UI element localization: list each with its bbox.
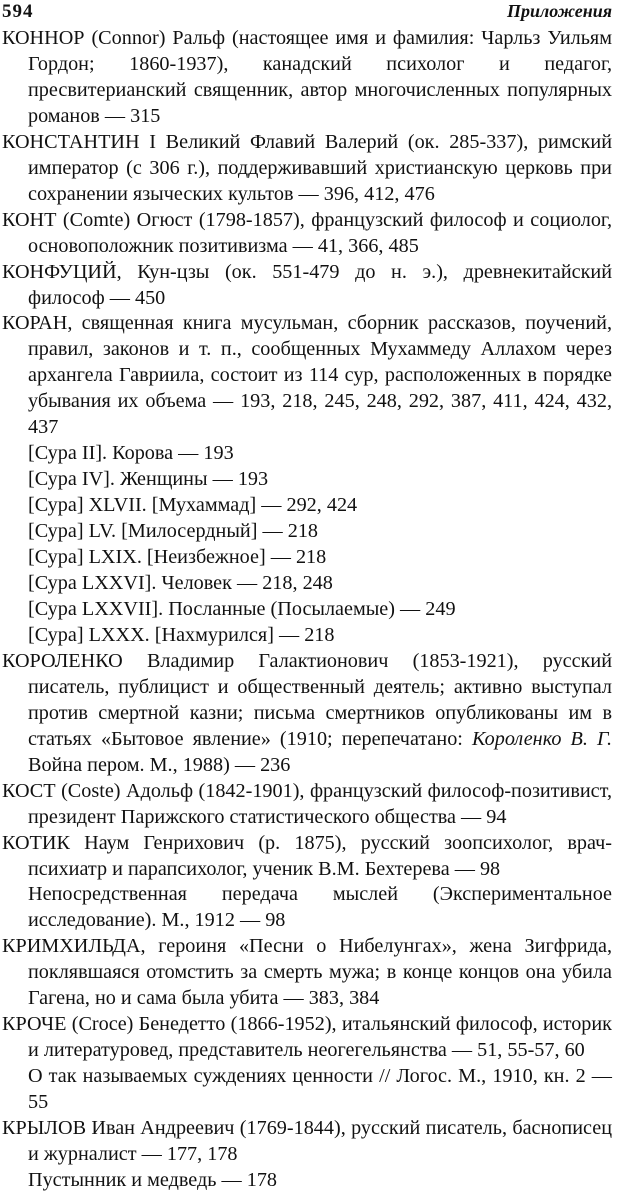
index-entry-koran <box>2 311 612 441</box>
index-entry-kost <box>2 779 612 831</box>
entry-text-end: Война пером. М., 1988) — 236 <box>28 753 291 776</box>
index-entry-kont <box>2 208 612 260</box>
index-entry-konnor <box>2 26 612 130</box>
work-item: Пустынник и медведь — 178 <box>28 1168 278 1191</box>
entry-head: КОСТ <box>2 779 56 802</box>
index-entry-konstantin <box>2 130 612 208</box>
sura-item: [Сура] XLVII. [Мухаммад] — 292, 424 <box>28 494 358 517</box>
sura-item: [Сура] LXIX. [Неизбежное] — 218 <box>28 546 327 569</box>
entry-head: КРИМХИЛЬДА <box>2 935 141 958</box>
page-header <box>2 0 612 24</box>
index-entry-kroche <box>2 1012 612 1064</box>
entry-text: (Croce) Бенедетто (1866-1952), итальянский философ, историк и литературовед, представитель неогегельянства — 51, 55-57, 60 <box>28 1013 612 1062</box>
index-entry-konfutsiy <box>2 260 612 312</box>
sura-item: [Сура] LV. [Милосердный] — 218 <box>28 520 319 543</box>
entry-text: , Кун-цзы (ок. 551-479 до н. э.), древнекитайский философ — 450 <box>28 260 612 309</box>
index-entry-kotik <box>2 831 612 883</box>
entry-head: КОТИК <box>2 831 70 854</box>
sura-item: [Сура LXXVII]. Посланные (Посылаемые) — 249 <box>28 597 456 620</box>
work-item: Непосредственная передача мыслей (Экспериментальное исследование). М., 1912 — 98 <box>28 883 612 932</box>
work-item: О так называемых суждениях ценности // Логос. М., 1910, кн. 2 — 55 <box>28 1065 612 1114</box>
sura-item: [Сура IV]. Женщины — 193 <box>28 468 269 491</box>
entry-text: I Великий Флавий Валерий (ок. 285-337), римский император (с 306 г.), поддерживавший христианскую церковь при сохранении языческих культов — 396, 412, 476 <box>28 130 612 205</box>
entry-head: КОНТ <box>2 208 57 231</box>
entry-head: КРОЧЕ <box>2 1013 67 1036</box>
page-number: 594 <box>2 1 34 22</box>
entry-text: (Connor) Ральф (настоящее имя и фамилия: Чарльз Уильям Гордон; 1860-1937), канадский психолог и педагог, пресвитерианский священник, автор многочисленных популярных романов — 315 <box>28 27 612 127</box>
entry-text: Иван Андреевич (1769-1844), русский писатель, баснописец и журналист — 177, 178 <box>28 1117 612 1165</box>
sura-item: [Сура II]. Корова — 193 <box>28 442 234 465</box>
sura-item: [Сура] LXXX. [Нахмурился] — 218 <box>28 623 335 646</box>
entry-text: , героиня «Песни о Нибелунгах», жена Зигфрида, поклявшаяся отомстить за смерть мужа; в конце концов она убила Гагена, но и сама была убита — 383, 384 <box>28 935 612 1010</box>
entry-text: , священная книга мусульман, сборник рассказов, поучений, правил, законов и т. п., сообщенных Мухаммеду Аллахом через архангела Гавриила, состоит из 114 сур, расположенных в порядке убывания их объема — 193, 218, 245, 248, 292, 387, 411, 424, 432, 437 <box>28 312 612 439</box>
entry-italic-author: Короленко В. Г. <box>472 727 612 750</box>
entry-head: КОРОЛЕНКО <box>2 649 123 672</box>
entry-text: (Coste) Адольф (1842-1901), французский философ-позитивист, президент Парижского статистического общества — 94 <box>28 779 612 828</box>
index-entry-krylov <box>2 1116 612 1168</box>
entry-text: Наум Генрихович (р. 1875), русский зоопсихолог, врач-психиатр и парапсихолог, ученик В.М. Бехтерева — 98 <box>28 831 612 880</box>
running-head: Приложения <box>507 1 612 21</box>
entry-text: Владимир Галактионович (1853-1921), русский писатель, публицист и общественный деятель; активно выступал против смертной казни; письма смертников опубликованы им в статьях «Бытовое явление» (1910; перепечатано: <box>28 649 612 750</box>
entry-text: (Comte) Огюст (1798-1857), французский философ и социолог, основоположник позитивизма — 41, 366, 485 <box>28 208 612 257</box>
index-entries <box>2 26 612 1194</box>
entry-head: КРЫЛОВ <box>2 1117 87 1140</box>
entry-head: КОРАН <box>2 312 68 335</box>
entry-head: КОНСТАНТИН <box>2 130 140 153</box>
sura-item: [Сура LXXVI]. Человек — 218, 248 <box>28 572 333 595</box>
index-entry-krimkhilda <box>2 934 612 1012</box>
index-entry-korolenko <box>2 649 612 779</box>
entry-head: КОНФУЦИЙ <box>2 260 117 283</box>
entry-head: КОННОР <box>2 27 85 49</box>
